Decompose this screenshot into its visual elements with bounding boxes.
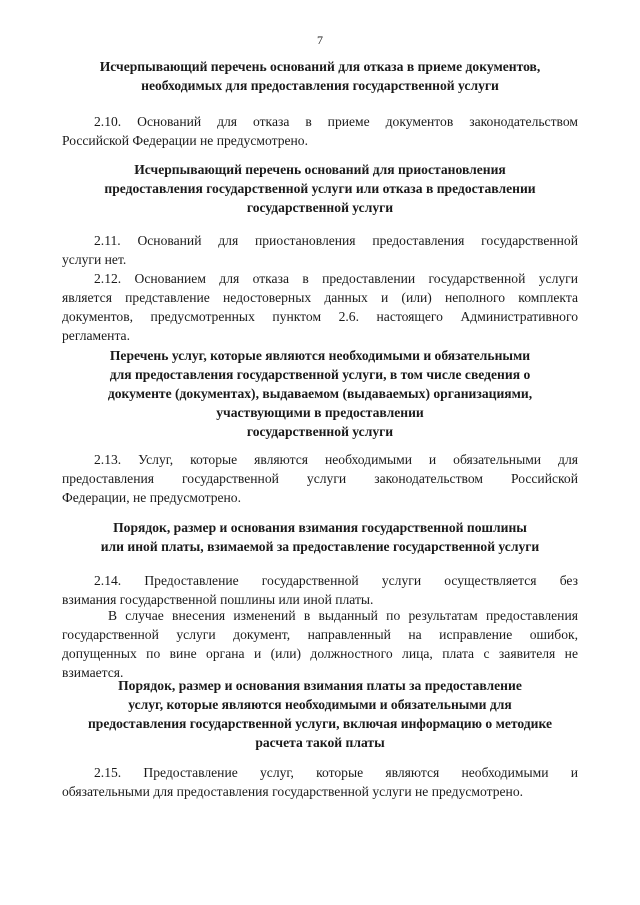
paragraph-2-10	[62, 112, 578, 150]
heading-line: предоставления государственной услуги или отказа в предоставлении	[104, 181, 536, 196]
heading-line: Исчерпывающий перечень оснований для отказа в приеме документов,	[99, 59, 541, 74]
paragraph-2-15	[62, 763, 578, 801]
text-line: 2.10. Оснований для отказа в приеме документов законодательством	[94, 114, 578, 129]
heading-state-fee	[62, 518, 578, 556]
text-line: 2.11. Оснований для приостановления предоставления государственной	[94, 233, 578, 248]
heading-line: для предоставления государственной услуги, в том числе сведения о	[109, 367, 531, 382]
text-line: услуги нет.	[62, 252, 127, 267]
page-number: 7	[317, 33, 323, 47]
heading-line: Порядок, размер и основания взимания платы за предоставление	[118, 678, 522, 693]
text-line: регламента.	[62, 328, 130, 343]
heading-line: государственной услуги	[246, 424, 394, 439]
text-line: государственной услуги документ, направленный на исправление ошибок,	[62, 627, 578, 642]
text-line: допущенных по вине органа и (или) должностного лица, плата с заявителя не	[62, 646, 578, 661]
heading-line: государственной услуги	[246, 200, 394, 215]
text-line: обязательными для предоставления государственной услуги не предусмотрено.	[62, 784, 524, 799]
text-line: является представление недостоверных данных и (или) неполного комплекта	[62, 290, 578, 305]
text-line: 2.15. Предоставление услуг, которые являются необходимыми и	[94, 765, 578, 780]
heading-line: услуг, которые являются необходимыми и обязательными для	[128, 697, 512, 712]
paragraph-2-13	[62, 450, 578, 507]
text-line: 2.14. Предоставление государственной услуги осуществляется без	[94, 573, 578, 588]
text-line: 2.12. Основанием для отказа в предоставлении государственной услуги	[94, 271, 578, 286]
heading-suspension-refusal	[62, 160, 578, 217]
paragraph-2-14	[62, 571, 578, 609]
heading-payment-services	[62, 676, 578, 752]
text-line: 2.13. Услуг, которые являются необходимыми и обязательными для	[94, 452, 578, 467]
heading-line: Исчерпывающий перечень оснований для приостановления	[134, 162, 506, 177]
text-line: взимания государственной пошлины или иной платы.	[62, 592, 374, 607]
text-line: Российской Федерации не предусмотрено.	[62, 133, 308, 148]
heading-line: документе (документах), выдаваемом (выдаваемых) организациями,	[107, 386, 533, 401]
text-line: документов, предусмотренных пунктом 2.6. настоящего Административного	[62, 309, 578, 324]
text-line: предоставления государственной услуги законодательством Российской	[62, 471, 578, 486]
heading-line: необходимых для предоставления государственной услуги	[141, 78, 499, 93]
paragraph-2-11	[62, 231, 578, 269]
heading-line: Порядок, размер и основания взимания государственной пошлины	[113, 520, 527, 535]
heading-line: Перечень услуг, которые являются необходимыми и обязательными	[109, 348, 531, 363]
heading-line: участвующими в предоставлении	[216, 405, 424, 420]
paragraph-correction-fee	[62, 606, 578, 682]
heading-line: расчета такой платы	[255, 735, 385, 750]
text-line: взимается.	[62, 665, 124, 680]
paragraph-2-12	[62, 269, 578, 345]
heading-refusal-acceptance	[62, 57, 578, 95]
heading-line: предоставления государственной услуги, включая информацию о методике	[87, 716, 553, 731]
heading-line: или иной платы, взимаемой за предоставление государственной услуги	[100, 539, 540, 554]
text-line: В случае внесения изменений в выданный по результатам предоставления	[108, 608, 578, 623]
heading-required-services	[62, 346, 578, 441]
text-line: Федерации, не предусмотрено.	[62, 490, 242, 505]
